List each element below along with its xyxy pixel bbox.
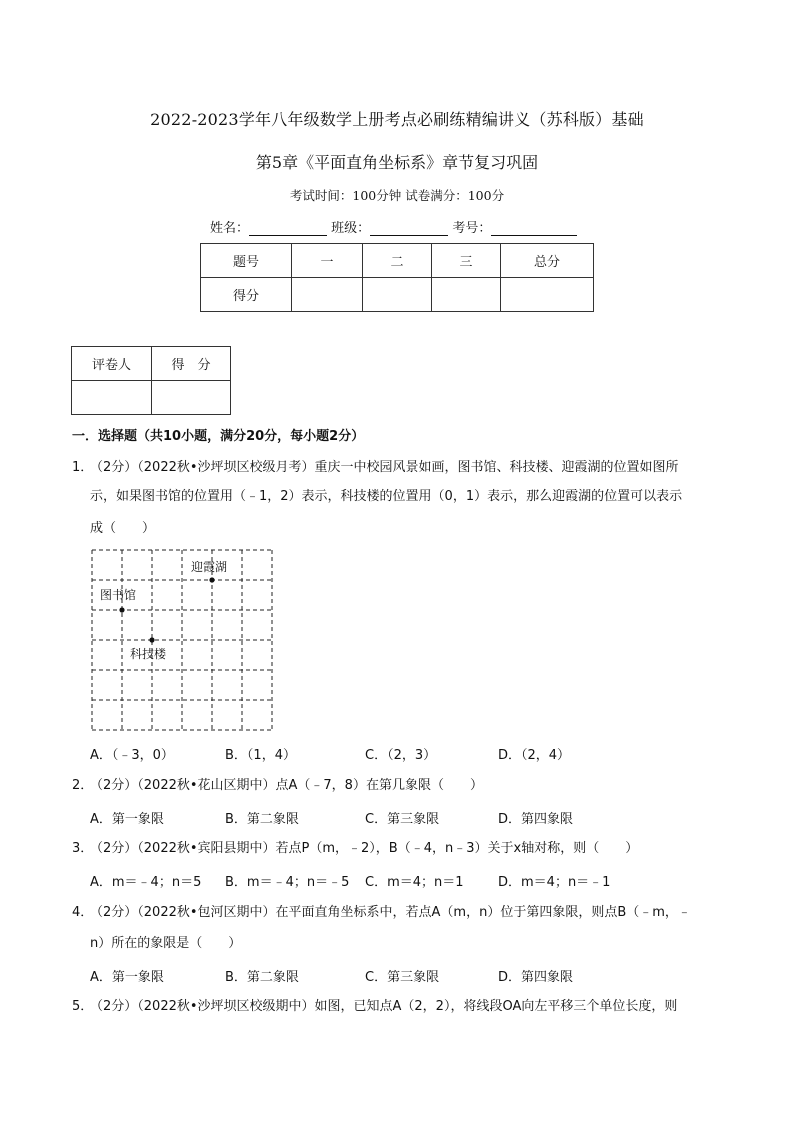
option-b[interactable]: B．（1，4） [225, 748, 296, 763]
question-1-number: 1． [72, 460, 94, 475]
score-cell[interactable] [501, 278, 594, 312]
number-label: 考号： [452, 221, 492, 236]
score-row-label: 得分 [201, 278, 292, 312]
question-1-options [90, 744, 740, 764]
score-table [200, 243, 594, 312]
question-4-options [90, 966, 740, 986]
score-header-cell: 一 [292, 244, 363, 278]
question-1-line: （2分）（2022秋•沙坪坝区校级月考）重庆一中校园风景如画，图书馆、科技楼、迎霞湖的位置如图所 [90, 460, 679, 475]
question-2-number: 2． [72, 778, 94, 793]
option-d[interactable]: D．（2，4） [498, 748, 571, 763]
student-info-fields [210, 217, 577, 236]
score-header-cell: 二 [363, 244, 432, 278]
option-c[interactable]: C．第三象限 [365, 812, 440, 827]
option-a[interactable]: A．m＝﹣4；n＝5 [90, 875, 202, 890]
map-label-lake: 迎霞湖 [191, 560, 228, 574]
grader-table [71, 346, 231, 415]
option-c[interactable]: C．第三象限 [365, 970, 440, 985]
question-2-line: （2分）（2022秋•花山区期中）点A（﹣7，8）在第几象限（ ） [90, 778, 483, 793]
grader-cell[interactable] [72, 381, 152, 415]
score-cell[interactable] [292, 278, 363, 312]
option-b[interactable]: B．m＝﹣4；n＝﹣5 [225, 875, 350, 890]
question-3-number: 3． [72, 841, 94, 856]
campus-map-figure [90, 548, 276, 738]
score-table-row [201, 278, 594, 312]
option-d[interactable]: D．第四象限 [498, 812, 574, 827]
question-4-line: （2分）（2022秋•包河区期中）在平面直角坐标系中，若点A（m，n）位于第四象限，则点B（﹣m，﹣ [90, 905, 691, 920]
question-4-number: 4． [72, 905, 94, 920]
question-5-number: 5． [72, 999, 94, 1014]
map-point-lake [209, 577, 214, 582]
score-cell[interactable] [432, 278, 501, 312]
question-1-line: 成（ ） [90, 521, 156, 536]
section-heading: 一．选择题（共10小题，满分20分，每小题2分） [72, 429, 365, 444]
option-c[interactable]: C．m＝4；n＝1 [365, 875, 464, 890]
map-point-library [119, 607, 124, 612]
name-label: 姓名： [210, 221, 250, 236]
option-d[interactable]: D．第四象限 [498, 970, 574, 985]
question-3-options [90, 871, 740, 891]
score-header-cell: 总分 [501, 244, 594, 278]
option-a[interactable]: A．第一象限 [90, 970, 164, 985]
score-cell[interactable] [363, 278, 432, 312]
worksheet-title: 2022-2023学年八年级数学上册考点必刷练精编讲义（苏科版）基础 [150, 110, 644, 129]
campus-map-grid [90, 548, 276, 734]
question-4-line: n）所在的象限是（ ） [90, 936, 242, 951]
map-label-library: 图书馆 [100, 588, 137, 602]
score-table-header-row [201, 244, 594, 278]
class-label: 班级： [331, 221, 371, 236]
option-b[interactable]: B．第二象限 [225, 812, 299, 827]
grader-label: 评卷人 [72, 347, 152, 381]
question-1-line: 示，如果图书馆的位置用（﹣1，2）表示，科技楼的位置用（0，1）表示，那么迎霞湖的位置可以表示 [90, 489, 683, 504]
grader-score-label: 得 分 [152, 347, 231, 381]
exam-info: 考试时间：100分钟 试卷满分：100分 [289, 188, 505, 203]
option-d[interactable]: D．m＝4；n＝﹣1 [498, 875, 611, 890]
option-b[interactable]: B．第二象限 [225, 970, 299, 985]
name-blank[interactable] [249, 221, 327, 236]
number-blank[interactable] [491, 221, 577, 236]
chapter-title: 第5章《平面直角坐标系》章节复习巩固 [255, 153, 539, 172]
option-a[interactable]: A．第一象限 [90, 812, 164, 827]
map-label-tech: 科技楼 [130, 647, 167, 661]
class-blank[interactable] [370, 221, 448, 236]
question-3-line: （2分）（2022秋•宾阳县期中）若点P（m，﹣2），B（﹣4，n﹣3）关于x轴对称，则（ ） [90, 841, 639, 856]
option-a[interactable]: A．（﹣3，0） [90, 748, 174, 763]
question-5-line: （2分）（2022秋•沙坪坝区校级期中）如图，已知点A（2，2），将线段OA向左平移三个单位长度，则 [90, 999, 678, 1014]
option-c[interactable]: C．（2，3） [365, 748, 437, 763]
map-point-tech [149, 637, 154, 642]
score-header-cell: 题号 [201, 244, 292, 278]
question-2-options [90, 808, 740, 828]
score-header-cell: 三 [432, 244, 501, 278]
grader-score-cell[interactable] [152, 381, 231, 415]
